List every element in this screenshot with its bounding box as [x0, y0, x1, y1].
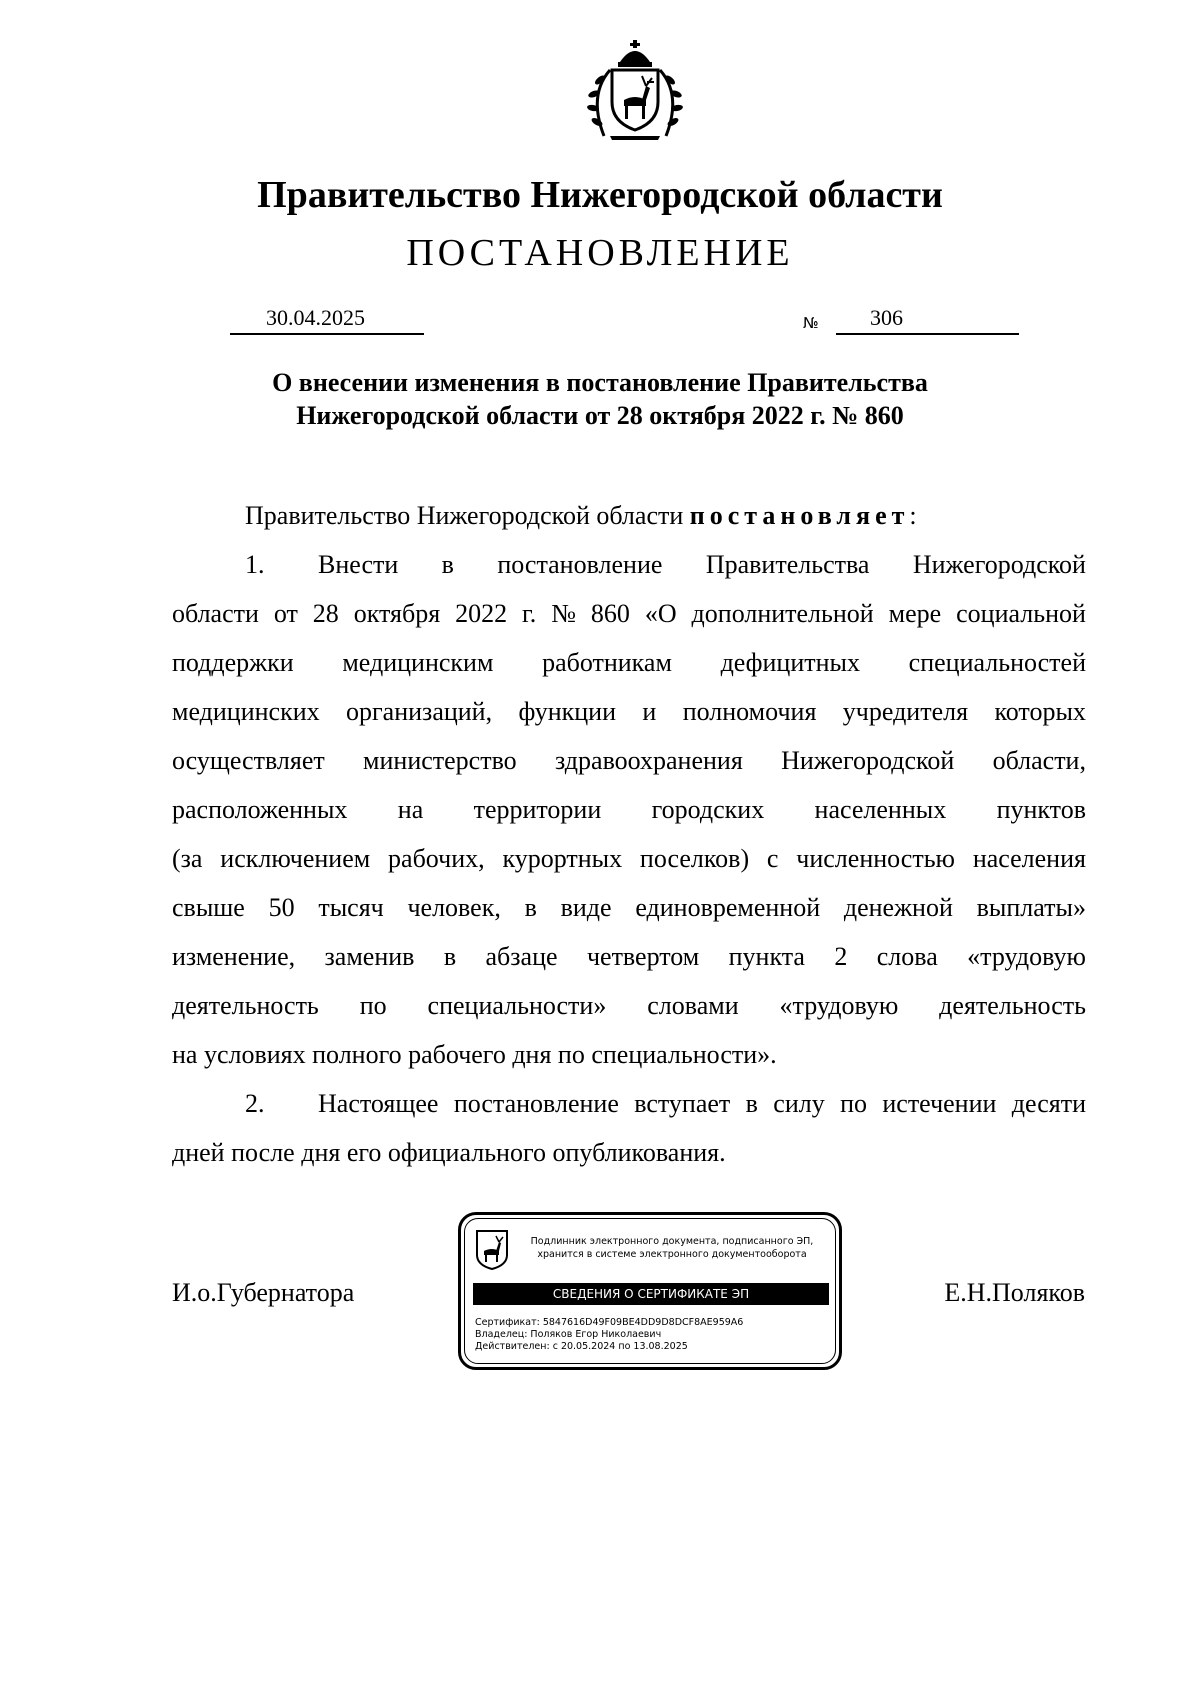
p1-line	[172, 989, 1086, 1023]
word: Настоящее	[318, 1089, 439, 1118]
word: организаций,	[346, 697, 493, 726]
p1-line	[172, 695, 1086, 729]
p1-line	[172, 646, 1086, 680]
word: 2022	[455, 599, 508, 628]
word: словами	[647, 991, 739, 1020]
certificate-owner: Владелец: Поляков Егор Николаевич	[475, 1329, 662, 1340]
word: населенных	[814, 795, 947, 824]
word: заменив	[324, 942, 415, 971]
word: изменение,	[172, 942, 296, 971]
p1-line	[172, 744, 1086, 778]
word: слова	[876, 942, 938, 971]
word: Внести	[318, 550, 399, 579]
word: постановление	[497, 550, 663, 579]
stamp-note	[513, 1235, 831, 1261]
word: здравоохранения	[555, 746, 743, 775]
word: истечении	[882, 1089, 997, 1118]
p1-line	[172, 842, 1086, 876]
document-subject	[0, 366, 1200, 432]
word: территории	[473, 795, 602, 824]
word: работникам	[542, 648, 672, 677]
certificate-details	[475, 1317, 743, 1353]
word: Нижегородской	[781, 746, 955, 775]
word: тысяч	[318, 893, 384, 922]
word: осуществляет	[172, 746, 325, 775]
p2-number: 2.	[245, 1089, 265, 1118]
word: виде	[560, 893, 612, 922]
word: в	[524, 893, 537, 922]
word: области,	[992, 746, 1086, 775]
word: расположенных	[172, 795, 348, 824]
word: специальностей	[908, 648, 1086, 677]
certificate-header: СВЕДЕНИЯ О СЕРТИФИКАТЕ ЭП	[473, 1283, 829, 1305]
deer-emblem-icon	[475, 1229, 509, 1271]
word: деятельность	[172, 991, 319, 1020]
number-field	[836, 303, 1019, 335]
intro-prefix: Правительство Нижегородской области	[245, 501, 684, 530]
word: октября	[353, 599, 441, 628]
signatory-name: Е.Н.Поляков	[944, 1278, 1085, 1307]
e-signature-stamp	[458, 1212, 842, 1370]
word: медицинских	[172, 697, 320, 726]
word: (за	[172, 844, 203, 873]
word: свыше	[172, 893, 245, 922]
word: постановление	[453, 1089, 619, 1118]
word: медицинским	[342, 648, 494, 677]
word: силу	[773, 1089, 825, 1118]
word: дефицитных	[720, 648, 860, 677]
p2-first-line	[318, 1087, 1086, 1121]
word: в	[443, 942, 457, 971]
document-type: ПОСТАНОВЛЕНИЕ	[406, 232, 794, 274]
word: поселков)	[639, 844, 750, 873]
word: полномочия	[682, 697, 817, 726]
intro-suffix: :	[909, 501, 917, 530]
word: курортных	[502, 844, 623, 873]
word: и	[642, 697, 657, 726]
date-field	[230, 303, 424, 335]
word: пунктов	[996, 795, 1086, 824]
p1-number: 1.	[245, 550, 265, 579]
organization-title: Правительство Нижегородской области	[257, 174, 943, 216]
word: пункта	[728, 942, 805, 971]
coat-of-arms-icon	[580, 40, 690, 146]
word: по	[359, 991, 387, 1020]
word: г.	[522, 599, 537, 628]
word: денежной	[843, 893, 953, 922]
word: в	[441, 550, 454, 579]
subject-line: О внесении изменения в постановление Правительства	[272, 368, 928, 397]
stamp-note-line: Подлинник электронного документа, подписанного ЭП,	[530, 1236, 814, 1247]
intro-paragraph	[245, 499, 917, 533]
word: с	[766, 844, 779, 873]
word: единовременной	[635, 893, 821, 922]
word: четвертом	[586, 942, 700, 971]
word: Нижегородской	[912, 550, 1086, 579]
word: десяти	[1011, 1089, 1086, 1118]
word: выплаты»	[976, 893, 1086, 922]
word: поддержки	[172, 648, 294, 677]
word: 860	[590, 599, 630, 628]
word: учредителя	[842, 697, 969, 726]
p1-line	[172, 793, 1086, 827]
document-number: 306	[870, 305, 903, 330]
word: 2	[834, 942, 848, 971]
word: вступает	[634, 1089, 731, 1118]
word: социальной	[956, 599, 1086, 628]
word: населения	[972, 844, 1086, 873]
word: которых	[994, 697, 1086, 726]
word: дополнительной	[691, 599, 874, 628]
p1-line	[172, 597, 1086, 631]
word: министерство	[363, 746, 517, 775]
word: от	[273, 599, 298, 628]
word: 50	[268, 893, 295, 922]
word: рабочих,	[388, 844, 485, 873]
word: «трудовую	[779, 991, 899, 1020]
word: численностью	[796, 844, 955, 873]
p1-line	[172, 891, 1086, 925]
signatory-position: И.о.Губернатора	[172, 1278, 355, 1307]
p2-last-line: дней после дня его официального опубликования.	[172, 1138, 726, 1167]
word: мере	[888, 599, 942, 628]
certificate-id: Сертификат: 5847616D49F09BE4DD9D8DCF8AE959A6	[475, 1317, 744, 1328]
word: Правительства	[705, 550, 870, 579]
word: абзаце	[485, 942, 558, 971]
p1-last-line: на условиях полного рабочего дня по специальности».	[172, 1040, 777, 1069]
number-sign: №	[803, 314, 819, 332]
word: деятельность	[939, 991, 1086, 1020]
word: «О	[644, 599, 677, 628]
subject-line: Нижегородской области от 28 октября 2022 г. № 860	[296, 401, 904, 430]
p1-line	[172, 940, 1086, 974]
p1-first-line	[318, 548, 1086, 582]
intro-verb: постановляет	[689, 501, 910, 530]
word: области	[172, 599, 259, 628]
word: в	[745, 1089, 758, 1118]
word: по	[840, 1089, 867, 1118]
word: городских	[651, 795, 765, 824]
word: №	[551, 599, 576, 628]
stamp-note-line: хранится в системе электронного документооборота	[537, 1249, 807, 1260]
word: человек,	[407, 893, 501, 922]
word: на	[397, 795, 424, 824]
document-date: 30.04.2025	[266, 305, 365, 330]
word: функции	[518, 697, 616, 726]
certificate-validity: Действителен: с 20.05.2024 по 13.08.2025	[475, 1341, 688, 1352]
word: исключением	[220, 844, 371, 873]
word: специальности»	[427, 991, 607, 1020]
word: 28	[312, 599, 339, 628]
word: «трудовую	[967, 942, 1086, 971]
